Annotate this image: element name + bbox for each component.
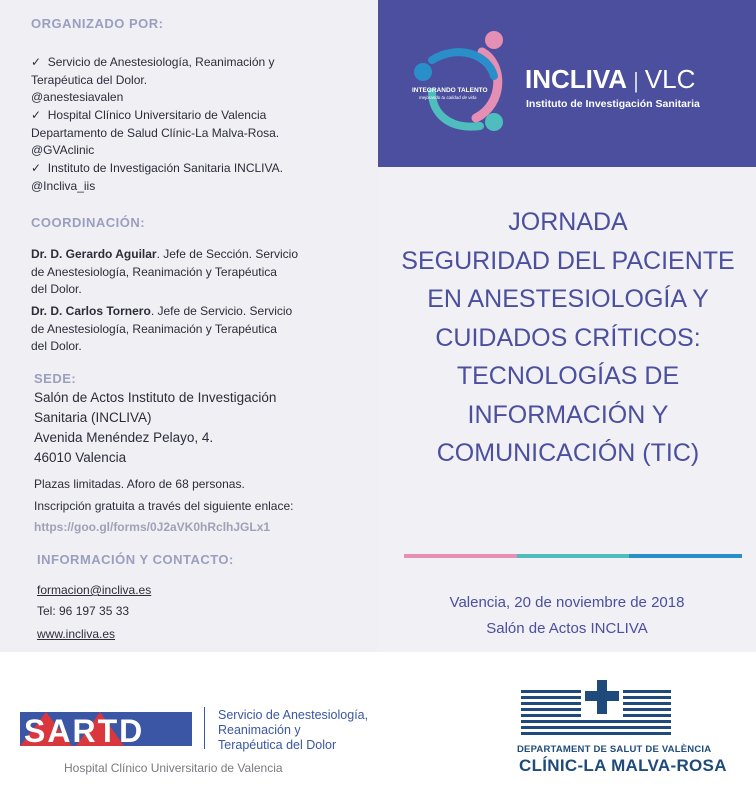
department-name: DEPARTAMENT DE SALUT DE VALÈNCIA (517, 744, 712, 755)
phone: Tel: 96 197 35 33 (37, 604, 130, 618)
venue-address: Salón de Actos Instituto de Investigación Sanitaria (INCLIVA) Avenida Menéndez Pelayo, 4. 46010 Valencia (34, 390, 277, 465)
organizer-3: ✓ Instituto de Investigación Sanitaria INCLIVA. @Incliva_iis (31, 161, 283, 193)
sartd-service-name: Servicio de Anestesiología, Reanimación y Terapéutica del Dolor (218, 708, 369, 752)
registration-info: Inscripción gratuita a través del siguiente enlace: (34, 499, 294, 513)
check-icon: ✓ (31, 161, 42, 175)
event-date: Valencia, 20 de noviembre de 2018 (449, 594, 685, 611)
contact-heading: INFORMACIÓN Y CONTACTO: (37, 552, 234, 567)
event-title: JORNADA SEGURIDAD DEL PACIENTE EN ANESTESIOLOGÍA Y CUIDADOS CRÍTICOS: TECNOLOGÍAS DE INFORMACIÓN Y COMUNICACIÓN (TIC) (401, 208, 735, 467)
incliva-brand: INCLIVA | VLC (525, 64, 696, 94)
sartd-logo-icon (20, 706, 192, 752)
event-date-place (378, 590, 756, 642)
department-subname: CLÍNIC-LA MALVA-ROSA (519, 756, 727, 775)
sartd-wordmark: SARTD (24, 713, 145, 749)
divider-blue (629, 554, 742, 558)
coordination-heading: COORDINACIÓN: (31, 215, 146, 230)
hospital-name: Hospital Clínico Universitario de Valencia (64, 761, 283, 775)
logo-small-bottom: mejorando tu calidad de vida (419, 95, 477, 100)
organizer-2: ✓ Hospital Clínico Universitario de Valencia Departamento de Salud Clínic-La Malva-Rosa. @GVAclinic (31, 108, 280, 157)
registration-link[interactable]: https://goo.gl/forms/0J2aVK0hRclhJGLx1 (34, 520, 271, 534)
event-place: Salón de Actos INCLIVA (486, 620, 648, 637)
coordinator-2: Dr. D. Carlos Tornero. Jefe de Servicio. Servicio de Anestesiología, Reanimación y Terapéutica del Dolor. (31, 304, 293, 353)
sartd-separator (204, 707, 205, 749)
check-icon: ✓ (31, 55, 42, 69)
website-link[interactable]: www.incliva.es (37, 627, 116, 641)
incliva-emblem-icon (410, 30, 510, 140)
divider-pink (404, 554, 517, 558)
department-logo-icon (515, 674, 675, 744)
organized-heading: ORGANIZADO POR: (31, 16, 164, 31)
incliva-subtitle: Instituto de Investigación Sanitaria (526, 98, 700, 110)
check-icon: ✓ (31, 108, 42, 122)
coordinator-1: Dr. D. Gerardo Aguilar. Jefe de Sección. Servicio de Anestesiología, Reanimación y Terapéutica del Dolor. (31, 247, 298, 296)
logo-small-top: INTEGRANDO TALENTO (412, 87, 488, 94)
email-link[interactable]: formacion@incliva.es (37, 583, 152, 597)
divider-teal (517, 554, 630, 558)
places-info: Plazas limitadas. Aforo de 68 personas. (34, 477, 245, 491)
color-divider (404, 554, 742, 558)
organizer-1: ✓ Servicio de Anestesiología, Reanimación y Terapéutica del Dolor. @anestesiavalen (31, 55, 275, 104)
venue-heading: SEDE: (34, 371, 77, 386)
